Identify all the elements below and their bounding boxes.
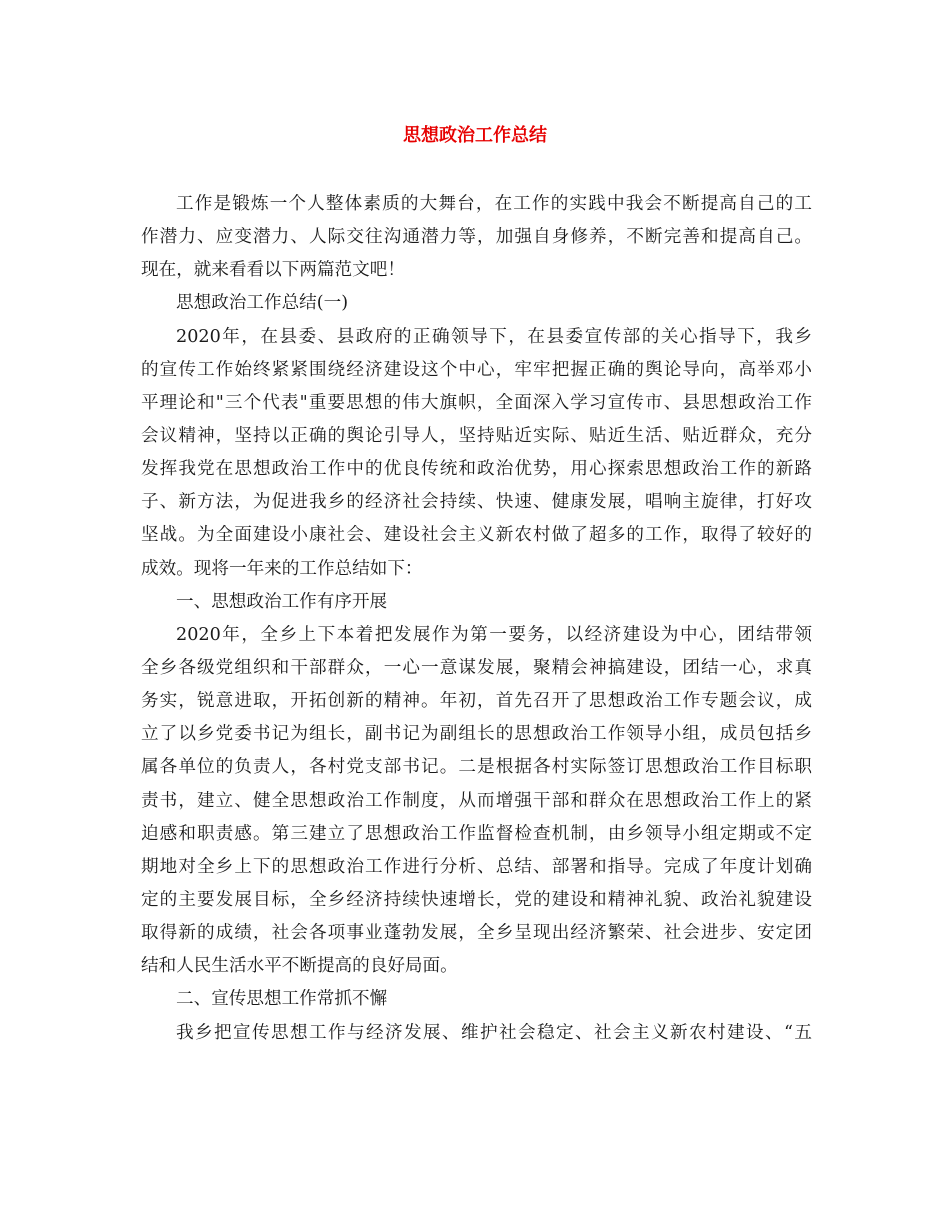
text-line: 属各单位的负责人，各村党支部书记。二是根据各村实际签订思想政治工作目标职 [141, 757, 812, 778]
text-line: 的宣传工作始终紧紧围绕经济建设这个中心，牢牢把握正确的舆论导向，高举邓小 [141, 359, 812, 380]
text-line: 定的主要发展目标，全乡经济持续快速增长，党的建设和精神礼貌、政治礼貌建设 [141, 889, 812, 910]
text-line: 坚战。为全面建设小康社会、建设社会主义新农村做了超多的工作，取得了较好的 [141, 525, 812, 546]
text-line: 子、新方法，为促进我乡的经济社会持续、快速、健康发展，唱响主旋律，打好攻 [141, 492, 812, 513]
text-line: 一、思想政治工作有序开展 [176, 591, 388, 612]
text-line: 2020年，全乡上下本着把发展作为第一要务，以经济建设为中心，团结带领 [176, 624, 812, 645]
text-line: 现在，就来看看以下两篇范文吧！ [141, 260, 405, 281]
document-title: 思想政治工作总结 [403, 125, 547, 146]
text-line: 作潜力、应变潜力、人际交往沟通潜力等，加强自身修养，不断完善和提高自己。 [141, 227, 812, 248]
text-line: 期地对全乡上下的思想政治工作进行分析、总结、部署和指导。完成了年度计划确 [141, 856, 812, 877]
text-line: 迫感和职责感。第三建立了思想政治工作监督检查机制，由乡领导小组定期或不定 [141, 823, 812, 844]
text-line: 我乡把宣传思想工作与经济发展、维护社会稳定、社会主义新农村建设、“五 [176, 1022, 812, 1043]
text-line: 二、宣传思想工作常抓不懈 [176, 989, 388, 1010]
text-line: 会议精神，坚持以正确的舆论引导人，坚持贴近实际、贴近生活、贴近群众，充分 [141, 425, 812, 446]
text-line: 2020年，在县委、县政府的正确领导下，在县委宣传部的关心指导下，我乡 [176, 326, 812, 347]
text-line: 取得新的成绩，社会各项事业蓬勃发展，全乡呈现出经济繁荣、社会进步、安定团 [141, 923, 812, 944]
text-line: 结和人民生活水平不断提高的良好局面。 [141, 956, 458, 977]
text-line: 工作是锻炼一个人整体素质的大舞台，在工作的实践中我会不断提高自己的工 [176, 194, 812, 214]
text-line: 思想政治工作总结(一) [176, 293, 349, 314]
document-body [141, 188, 812, 1050]
text-line: 成效。现将一年来的工作总结如下： [141, 558, 423, 579]
text-line: 务实，锐意进取，开拓创新的精神。年初，首先召开了思想政治工作专题会议，成 [141, 691, 812, 712]
text-line: 全乡各级党组织和干部群众，一心一意谋发展，聚精会神搞建设，团结一心，求真 [141, 657, 812, 678]
text-line: 平理论和"三个代表"重要思想的伟大旗帜，全面深入学习宣传市、县思想政治工作 [141, 392, 812, 413]
text-line: 发挥我党在思想政治工作中的优良传统和政治优势，用心探索思想政治工作的新路 [141, 459, 812, 480]
text-line: 立了以乡党委书记为组长，副书记为副组长的思想政治工作领导小组，成员包括乡 [141, 724, 812, 745]
text-line: 责书，建立、健全思想政治工作制度，从而增强干部和群众在思想政治工作上的紧 [141, 790, 812, 811]
